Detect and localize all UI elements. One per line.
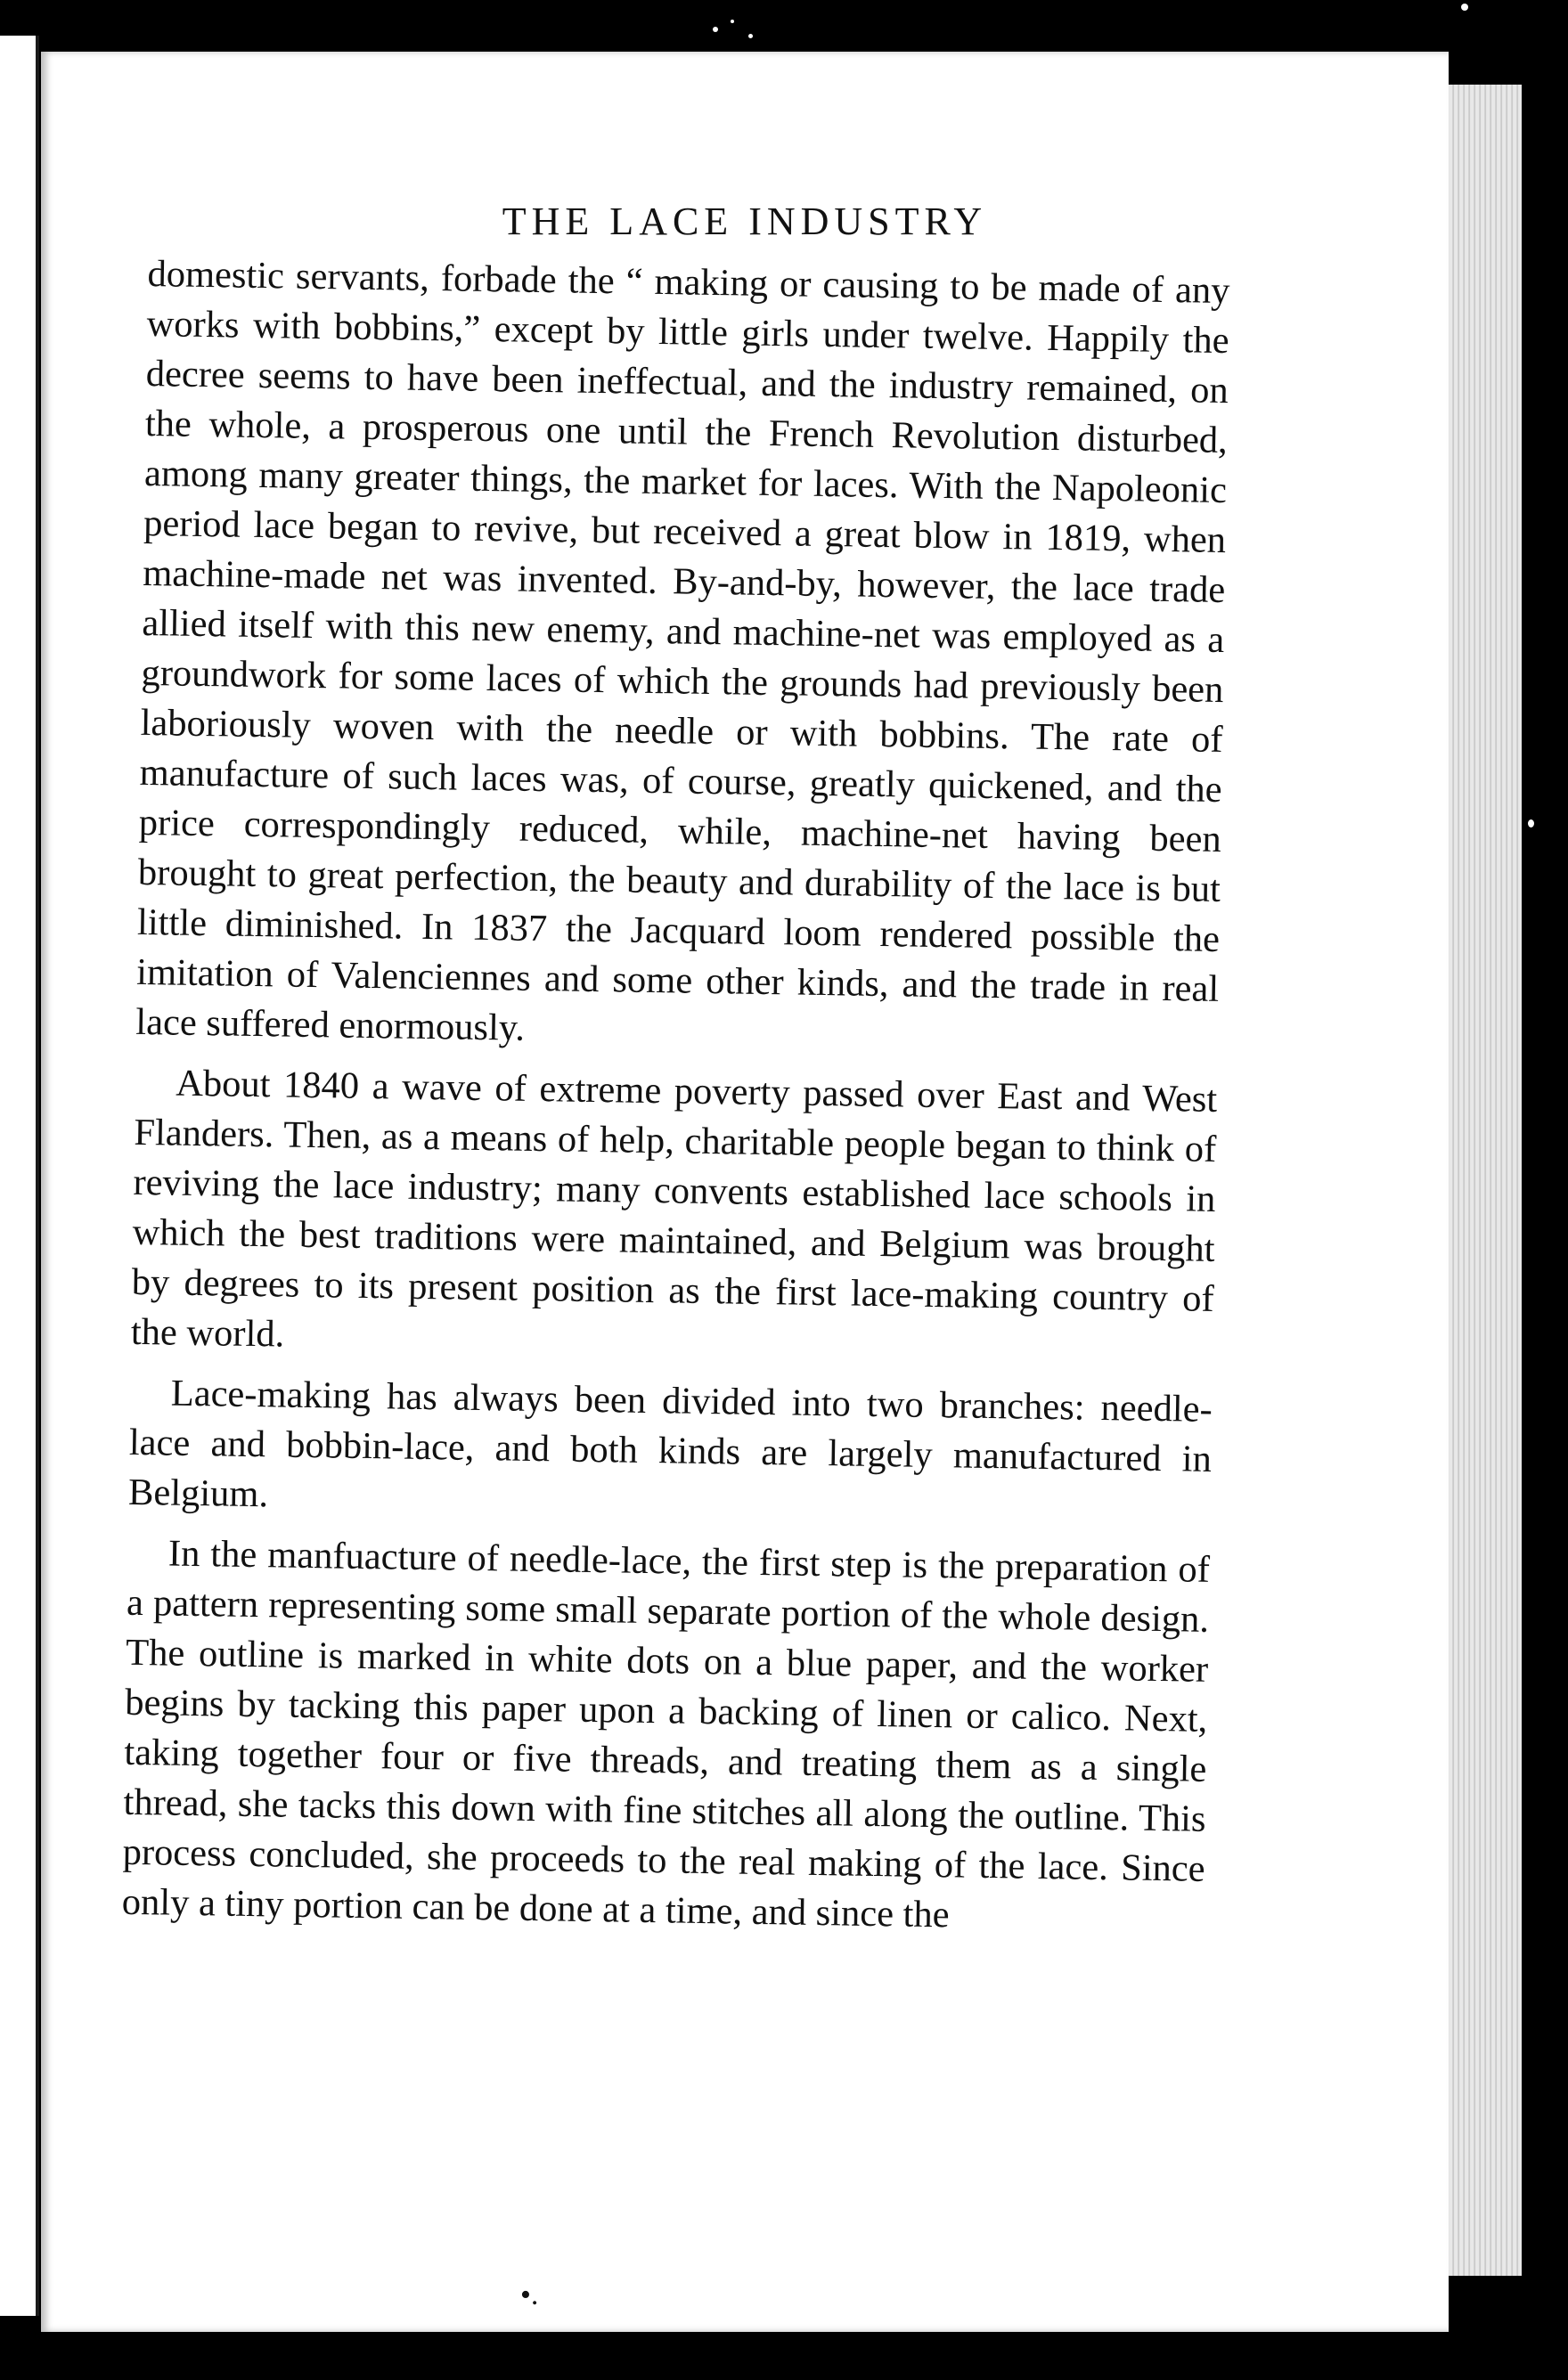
book-page (41, 52, 1449, 2332)
paragraph-continued: domestic servants, forbade the “ making or causing to be made of any works with bobbins,” except by little girls under twelve. Happily the decree seems to have been ineffectual, and the industry remained, on the whole, a prosperous one until the French Revolution disturbed, among many greater things, the market for laces. With the Napoleonic period lace began to revive, but received a great blow in 1819, when machine-made net was invented. By-and-by, however, the lace trade allied itself with this new enemy, and machine-net was employed as a groundwork for some laces of which the grounds had previously been laboriously woven with the needle or with bobbins. The rate of manufacture of such laces was, of course, greatly quickened, and the price correspondingly reduced, while, machine-net having been brought to great perfection, the beauty and durability of the lace is but little diminished. In 1837 the Jacquard loom rendered possible the imitation of Valenciennes and some other kinds, and the trade in real lace suffered enormously. (135, 252, 1230, 1049)
paragraph-needle-lace: In the manfuacture of needle-lace, the first step is the preparation of a pattern representing some small separate portion of the whole design. The outline is marked in white dots on a blue paper, and the worker begins by tacking this paper upon a backing of linen or calico. Next, taking together four or five threads, and treating them as a single thread, she tacks this down with fine stitches all along the outline. This process concluded, she proceeds to the real making of the lace. Since only a tiny portion can be done at a time, and since the (121, 1532, 1211, 1936)
paragraph-flanders: About 1840 a wave of extreme poverty passed over East and West Flanders. Then, as a means of help, charitable people began to think of reviving the lace industry; many convents established lace schools in which the best traditions were maintained, and Belgium was brought by degrees to its present position as the first lace-making country of the world. (130, 1062, 1218, 1356)
folio-mark: •. (520, 2278, 539, 2311)
facing-page-edge (0, 36, 39, 2316)
body-text (121, 249, 1230, 1955)
running-title: THE LACE INDUSTRY (502, 200, 988, 243)
paragraph-branches: Lace-making has always been divided into two branches: needle-lace and bobbin-lace, and both kinds are largely manufactured in Belgium. (127, 1372, 1213, 1516)
